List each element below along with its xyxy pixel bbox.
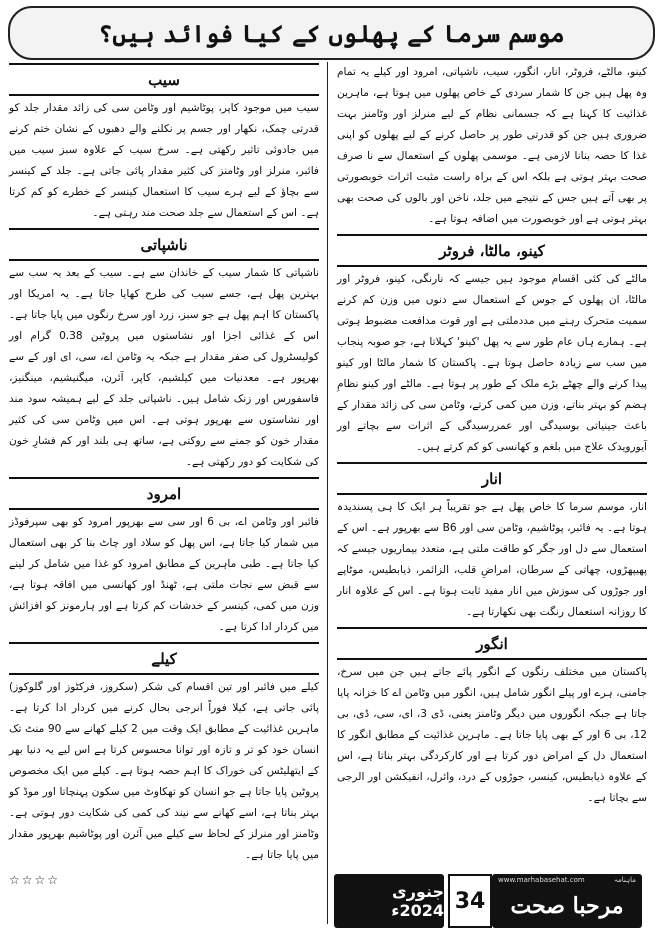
website-url: www.marhabasehat.com	[498, 876, 585, 884]
section-text-banana: کیلے میں فائبر اور تین اقسام کی شکر (سکروز، فرکٹوز اور گلوکوز) پائی جاتی ہے، کیلا فوراً انرجی بحال کرنے میں کردار ادا کرتا ہے۔ ماہرین غذائیت کے مطابق ایک وقت میں 2 کیلے کھانے سے 90 منٹ تک انسان خود کو تر و تازہ اور توانا محسوس کرتا ہے اس لیے یہ دنیا بھر کے ایتھلیٹس کی خوراک کا اہم حصہ ہوتا ہے۔ کیلے میں ایک مخصوص پروٹین پایا جاتا ہے جو انسان کو تھکاوٹ میں سکون پہنچاتا اور موڈ کو بہتر بناتا ہے، اسے کھانے سے نیند کی کمی کی شکایت دور ہوتی ہے۔ وٹامنز اور منرلز کے لحاظ سے کیلے میں آئرن اور پوٹاشیم بھرپور مقدار میں پایا جاتا ہے۔	[9, 681, 319, 861]
monthly-label: ماہنامہ	[613, 876, 636, 884]
section-text-kinnow: مالٹے کی کئی اقسام موجود ہیں جیسے کہ نارنگی، کینو، فروٹر اور مالٹا، ان پھلوں کے جوس کے استعمال سے دنوں میں وزن کم کرنے سمیت متحرک رہنے میں مددملتی ہے اور قوت مدافعت مضبوط ہوتی ہے۔ ہمارے ہاں عام طور سے یہ پھل 'کینو' کہلاتا ہے، جو صوبہ پنجاب میں سب سے زیادہ حاصل ہوتا ہے۔ پاکستان کا شمار مالٹا اور کینو پیدا کرنے والے چھٹے بڑے ملک کے طور پر ہوتا ہے۔ مالٹے اور کینو نظامِ ہضم کو بہتر بناتے، وزن میں کمی کرتے، وٹامن سی کی زائد مقدار کے باعث جینیاتی بوسیدگی اور عمررسیدگی کے اثرات سے بچاتے اور آیورویدک علاج میں بلغم و کھانسی کو کم کرتے ہیں۔	[337, 273, 647, 453]
issue-date: جنوری 2024ء	[334, 874, 444, 928]
section-rule	[337, 234, 647, 236]
magazine-logo	[492, 874, 642, 928]
section-text-guava: فائبر اور وٹامن اے، بی 6 اور سی سے بھرپور امرود کو بھی سپرفوڈز میں شمار کیا جاتا ہے، اس پھل کو سلاد اور چاٹ بنا کر بھی استعمال کیا جاتا ہے۔ طبی ماہرین کے مطابق امرود کو غذا میں شامل کر لینے سے قبض سے نجات ملتی ہے، ٹھنڈ اور کھانسی میں افاقہ ہوتا ہے، وزن میں کمی، کینسر کے خدشات کم کرتا ہے اور ہارمونز کو افزائش میں کردار ادا کرتا ہے۔	[9, 516, 319, 633]
section-heading-apple: سیب	[148, 71, 180, 89]
section-heading-guava: امرود	[146, 485, 182, 503]
section-heading-pear: ناشپاتی	[140, 236, 188, 254]
right-column	[337, 62, 647, 813]
intro-paragraph: کینو، مالٹے، فروٹر، انار، انگور، سیب، ناشپاتی، امرود اور کیلے یہ تمام وہ پھل ہیں جن کا شمار سردی کے خاص پھلوں میں ہوتا ہے، ماہرین غذائیت کا کہنا ہے کہ جسمانی نظام کے لیے منرلز اور وٹامنز بہت ضروری ہیں جن کو قدرتی طور پر حاصل کرنے کے لیے پھلوں کو اپنی غذا کا حصہ بنانا لازمی ہے۔ موسمی پھلوں کے استعمال سے نا صرف صحت بہتر ہوتی ہے بلکہ اس کے براہ راست مثبت اثرات خوبصورتی پر بھی آتے ہیں جس کے نتیجے میں جلد، ناخن اور بالوں کی صحت بھی بہتر ہوتی ہے اور خوبصورت میں اضافہ ہوتا ہے۔	[337, 66, 647, 225]
section-text-grapes: پاکستان میں مختلف رنگوں کے انگور پائے جاتے ہیں جن میں سرخ، جامنی، ہرے اور پیلے انگور شامل ہیں، انگور میں وٹامن اے کا خزانہ پایا جاتا ہے جبکہ انگوروں میں دیگر وٹامنز یعنی، ڈی 3، ای، سی، ڈی، بی 12، بی 6 اور کے بھی پایا جاتا ہے۔ ماہرین غذائیت کے مطابق انگور کا استعمال دل کے امراض دور کرتا ہے اور کارکردگی بہتر بناتا ہے، اس کے علاوہ ذیابطیس، کینسر، جوڑوں کے درد، وائرل، انفیکشن اور الرجی سے بچاتا ہے۔	[337, 666, 647, 804]
section-text-apple: سیب میں موجود کاپر، پوٹاشیم اور وٹامن سی کی زائد مقدار جلد کو قدرتی چمک، نکھار اور جسم پر نکلنے والے دھبوں کے نشان ختم کرنے میں جادوئی تاثیر رکھتی ہے۔ سرخ سیب کے علاوہ سبز سیب میں فائبر، منرلز اور وٹامنز کی کثیر مقدار پائی جاتی ہے۔ جلد کے کینسر سے بچاؤ کے لیے ہرے سیب کا استعمال کینسر کے خطرے کو کم کرتا ہے۔ اس کے استعمال سے جلد صحت مند رہتی ہے۔	[9, 102, 319, 219]
section-rule	[9, 63, 319, 65]
section-rule	[337, 462, 647, 464]
section-rule	[9, 673, 319, 675]
section-heading-grapes: انگور	[476, 635, 508, 653]
column-divider	[327, 62, 328, 924]
section-rule	[337, 493, 647, 495]
section-heading-pomegranate: انار	[481, 470, 503, 488]
section-rule	[9, 228, 319, 230]
article-title-banner	[8, 6, 655, 60]
section-rule	[337, 658, 647, 660]
magazine-footer	[330, 874, 652, 928]
section-rule	[9, 477, 319, 479]
left-column	[9, 62, 319, 891]
section-text-pomegranate: انار، موسم سرما کا خاص پھل ہے جو تقریباً ہر ایک کا ہی پسندیدہ ہوتا ہے۔ یہ فائبر، پوٹاشیم، وٹامن سی اور B6 سے بھرپور ہے۔ اس کے استعمال سے دل اور جگر کو طاقت ملتی ہے، متعدد بیماریوں جیسے کہ پھیپھڑوں، چھاتی کے سرطان، امراضِ قلب، الزائمر، ذیابطیس، موٹاپے اور جوڑوں کی سوزش میں انار مفید ثابت ہوتا ہے۔ اس کے علاوہ انار کا روزانہ استعمال رنگت بھی نکھارتا ہے۔	[337, 501, 647, 618]
page-number: 34	[448, 874, 492, 928]
section-rule	[9, 259, 319, 261]
section-rule	[9, 642, 319, 644]
magazine-name: مرحبا صحت	[510, 893, 624, 919]
section-heading-kinnow: کینو، مالٹا، فروٹر	[439, 242, 545, 260]
section-rule	[9, 94, 319, 96]
article-title: موسم سرما کے پھلوں کے کیا فوائد ہیں؟	[98, 18, 565, 48]
end-mark-stars: ☆☆☆☆	[9, 873, 61, 887]
section-heading-banana: کیلے	[151, 650, 177, 668]
section-rule	[9, 508, 319, 510]
section-rule	[337, 265, 647, 267]
section-rule	[337, 627, 647, 629]
section-text-pear: ناشپاتی کا شمار سیب کے خاندان سے ہے۔ سیب کے بعد یہ سب سے بہترین پھل ہے، جسے سیب کی طرح کھایا جاتا ہے۔ یہ امریکا اور پاکستان کا اہم پھل ہے جو سبز، زرد اور سرخ رنگوں میں پایا جاتا ہے۔ اس کے غذائی اجزا اور نشاستوں میں پروٹین 0.38 گرام اور کولیسٹرول کی صفر مقدار ہے جبکہ یہ وٹامن اے، سی، ای اور کے سے بھرپور ہے۔ معدنیات میں کیلشیم، کاپر، آئرن، میگنیشیم، مینگنیز، فاسفورس اور زنک شامل ہیں۔ ناشپاتی جلد کے لیے ہمیشہ سود مند اور نشاستوں سے بھرپور ہوتی ہے۔ اس میں وٹامن سی کی کثیر مقدار خون کو جمنے سے روکتی ہے، ساتھ ہی بلند اور کم فشارِ خون کی شکایت کو دور رکھتی ہے۔	[9, 267, 319, 468]
